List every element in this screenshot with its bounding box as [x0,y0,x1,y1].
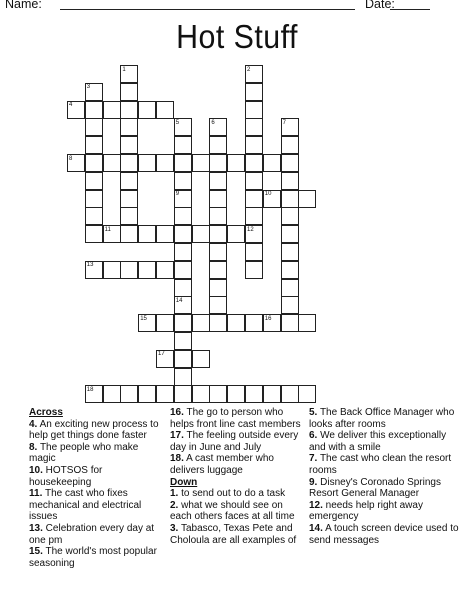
clue-item-text: An exciting new process to help get things done faster [29,418,159,442]
date-label: Date: [365,0,395,11]
clue-number: 14 [175,297,183,304]
grid-cell[interactable] [103,101,121,119]
grid-cell[interactable] [174,261,192,279]
grid-cell[interactable] [120,172,138,190]
clue-item-number: 17. [170,430,184,442]
grid-cell[interactable] [85,154,103,172]
grid-cell[interactable] [174,172,192,190]
clue-item [29,465,165,488]
clue-item [309,430,459,453]
grid-cell[interactable] [281,279,299,297]
grid-cell[interactable] [138,154,156,172]
grid-cell[interactable] [138,385,156,403]
clue-item-number: 16. [170,407,184,418]
clue-item-number: 6. [309,430,318,442]
clue-number: 16 [264,315,272,322]
grid-cell[interactable] [174,368,192,386]
grid-cell[interactable] [120,101,138,119]
grid-cell[interactable] [281,225,299,243]
grid-cell[interactable] [209,225,227,243]
grid-cell[interactable] [174,350,192,368]
grid-cell[interactable] [245,172,263,190]
clue-item [170,407,305,430]
grid-cell[interactable] [174,225,192,243]
grid-cell[interactable] [156,154,174,172]
clues-column-2 [170,407,305,546]
clue-item [29,546,165,569]
grid-cell[interactable] [85,225,103,243]
grid-cell[interactable] [245,83,263,101]
grid-cell[interactable] [227,225,245,243]
clue-item-text: The world's most popular seasoning [29,546,157,569]
grid-cell[interactable] [192,314,210,332]
grid-cell[interactable] [209,154,227,172]
grid-cell[interactable] [156,314,174,332]
grid-cell[interactable] [281,207,299,225]
clue-item-text: A cast member who delivers luggage [170,453,274,476]
grid-cell[interactable] [245,385,263,403]
clue-item-number: 12. [309,499,323,511]
grid-cell[interactable] [245,314,263,332]
grid-cell[interactable] [245,190,263,208]
grid-cell[interactable] [227,314,245,332]
clue-item [170,430,305,453]
grid-cell[interactable] [174,385,192,403]
grid-cell[interactable] [192,350,210,368]
grid-cell[interactable] [192,385,210,403]
grid-cell[interactable] [120,207,138,225]
grid-cell[interactable] [209,279,227,297]
clue-number: 8 [69,155,73,162]
grid-cell[interactable] [227,154,245,172]
grid-cell[interactable] [245,261,263,279]
grid-cell[interactable] [85,118,103,136]
grid-cell[interactable] [174,279,192,297]
clue-item-number: 2. [170,499,179,511]
clue-item-number: 3. [170,522,179,534]
clue-number: 17 [158,351,165,358]
clue-item-number: 11. [29,488,43,500]
grid-cell[interactable] [138,261,156,279]
grid-cell[interactable] [209,207,227,225]
clue-item-number: 8. [29,441,38,453]
clue-item-number: 1. [170,488,179,500]
grid-cell[interactable] [120,136,138,154]
clue-item-text: to send out to do a task [178,488,286,500]
grid-cell[interactable] [120,83,138,101]
grid-cell[interactable] [281,243,299,261]
clue-number: 12 [247,226,254,233]
clue-item [29,419,165,442]
grid-cell[interactable] [209,385,227,403]
clue-number: 9 [175,191,180,198]
grid-cell[interactable] [120,225,138,243]
grid-cell[interactable] [245,101,263,119]
grid-cell[interactable] [156,101,174,119]
clue-number: 3 [86,84,91,91]
grid-cell[interactable] [298,190,316,208]
grid-cell[interactable] [245,118,263,136]
clue-item-text: The cast who clean the resort rooms [309,453,452,476]
clue-number: 1 [122,66,126,73]
grid-cell[interactable] [174,207,192,225]
clue-number: 10 [264,191,272,198]
grid-cell[interactable] [263,154,281,172]
grid-cell[interactable] [174,136,192,154]
grid-cell[interactable] [245,136,263,154]
clue-number: 18 [86,386,94,393]
grid-cell[interactable] [174,243,192,261]
clue-number: 13 [86,262,94,269]
clue-item-number: 14. [309,522,323,534]
grid-cell[interactable] [281,261,299,279]
grid-cell[interactable] [174,332,192,350]
clue-number: 5 [175,119,180,126]
grid-cell[interactable] [174,314,192,332]
clue-item-text: A touch screen device used to send messages [309,522,459,546]
clue-item-number: 18. [170,453,184,465]
clue-item-text: HOTSOS for housekeeping [29,464,103,488]
grid-cell[interactable] [281,314,299,332]
name-label: Name: [5,0,42,11]
clue-item [309,523,459,546]
clue-item [29,523,165,546]
grid-cell[interactable] [103,261,121,279]
clue-number: 11 [104,226,111,233]
down-list-col2 [170,488,305,546]
grid-cell[interactable] [85,207,103,225]
grid-cell[interactable] [281,172,299,190]
grid-cell[interactable] [209,261,227,279]
grid-cell[interactable] [209,296,227,314]
grid-cell[interactable] [120,118,138,136]
grid-cell[interactable] [209,190,227,208]
grid-cell[interactable] [192,154,210,172]
grid-cell[interactable] [156,261,174,279]
clue-item [170,500,305,523]
clue-item [29,442,165,465]
clue-number: 2 [247,66,251,73]
clue-item-text: The people who make magic [29,441,139,465]
grid-cell[interactable] [281,385,299,403]
grid-cell[interactable] [245,243,263,261]
grid-cell[interactable] [156,225,174,243]
clue-item-number: 7. [309,453,318,465]
clue-item-text: Celebration every day at one pm [29,522,155,546]
grid-cell[interactable] [209,314,227,332]
grid-cell[interactable] [209,172,227,190]
grid-cell[interactable] [174,154,192,172]
clue-item-number: 4. [29,418,38,430]
clue-item-number: 9. [309,476,318,488]
grid-cell[interactable] [120,385,138,403]
clue-item-text: We deliver this exceptionally and with a smile [309,430,447,453]
grid-cell[interactable] [227,385,245,403]
grid-cell[interactable] [85,172,103,190]
clue-item [29,488,165,523]
grid-cell[interactable] [85,136,103,154]
puzzle-title: Hot Stuff [176,18,298,55]
clue-item-text: what we should see on each others faces at all time [170,499,295,523]
down-list-col3 [309,407,459,546]
grid-cell[interactable] [245,207,263,225]
clue-item [170,453,305,476]
grid-cell[interactable] [103,385,121,403]
clue-item-text: Disney's Coronado Springs Resort General Manager [309,476,441,500]
clue-number: 4 [69,102,73,109]
across-list-col1 [29,419,165,570]
grid-cell[interactable] [298,385,316,403]
clue-item-text: Tabasco, Texas Pete and Choloula are all examples of [170,522,297,546]
grid-cell[interactable] [281,296,299,314]
clue-item-number: 13. [29,522,43,534]
grid-cell[interactable] [85,190,103,208]
grid-cell[interactable] [263,385,281,403]
clue-number: 6 [211,119,215,126]
across-heading: Across [29,407,63,418]
grid-cell[interactable] [156,385,174,403]
clue-item [309,500,459,523]
grid-cell[interactable] [192,225,210,243]
clue-item [170,488,305,500]
grid-cell[interactable] [209,136,227,154]
clue-item-number: 5. [309,407,318,418]
grid-cell[interactable] [298,314,316,332]
clue-number: 7 [282,119,286,126]
grid-cell[interactable] [103,154,121,172]
clue-item [309,407,459,430]
clue-item-text: needs help right away emergency [309,499,423,523]
grid-cell[interactable] [138,225,156,243]
across-list-col2 [170,407,305,477]
grid-cell[interactable] [120,190,138,208]
grid-cell[interactable] [138,101,156,119]
clue-item-number: 15. [29,546,43,558]
grid-cell[interactable] [120,261,138,279]
clue-item-text: The feeling outside every day in June and July [170,430,299,453]
clue-item-text: The go to person who helps front line cast members [170,407,301,430]
clues-column-1 [29,407,165,569]
clue-item-number: 10. [29,464,43,476]
grid-cell[interactable] [281,136,299,154]
clue-item [309,477,459,500]
grid-cell[interactable] [245,154,263,172]
clue-item-text: The Back Office Manager who looks after rooms [309,407,455,430]
clue-number: 15 [140,315,147,322]
grid-cell[interactable] [85,101,103,119]
grid-cell[interactable] [281,190,299,208]
clue-item [170,523,305,546]
grid-cell[interactable] [120,154,138,172]
grid-cell[interactable] [209,243,227,261]
clues-column-3 [309,407,459,546]
down-heading: Down [170,476,198,488]
grid-cell[interactable] [281,154,299,172]
clue-item [309,453,459,476]
clue-item-text: The cast who fixes mechanical and electrical issues [29,488,142,523]
